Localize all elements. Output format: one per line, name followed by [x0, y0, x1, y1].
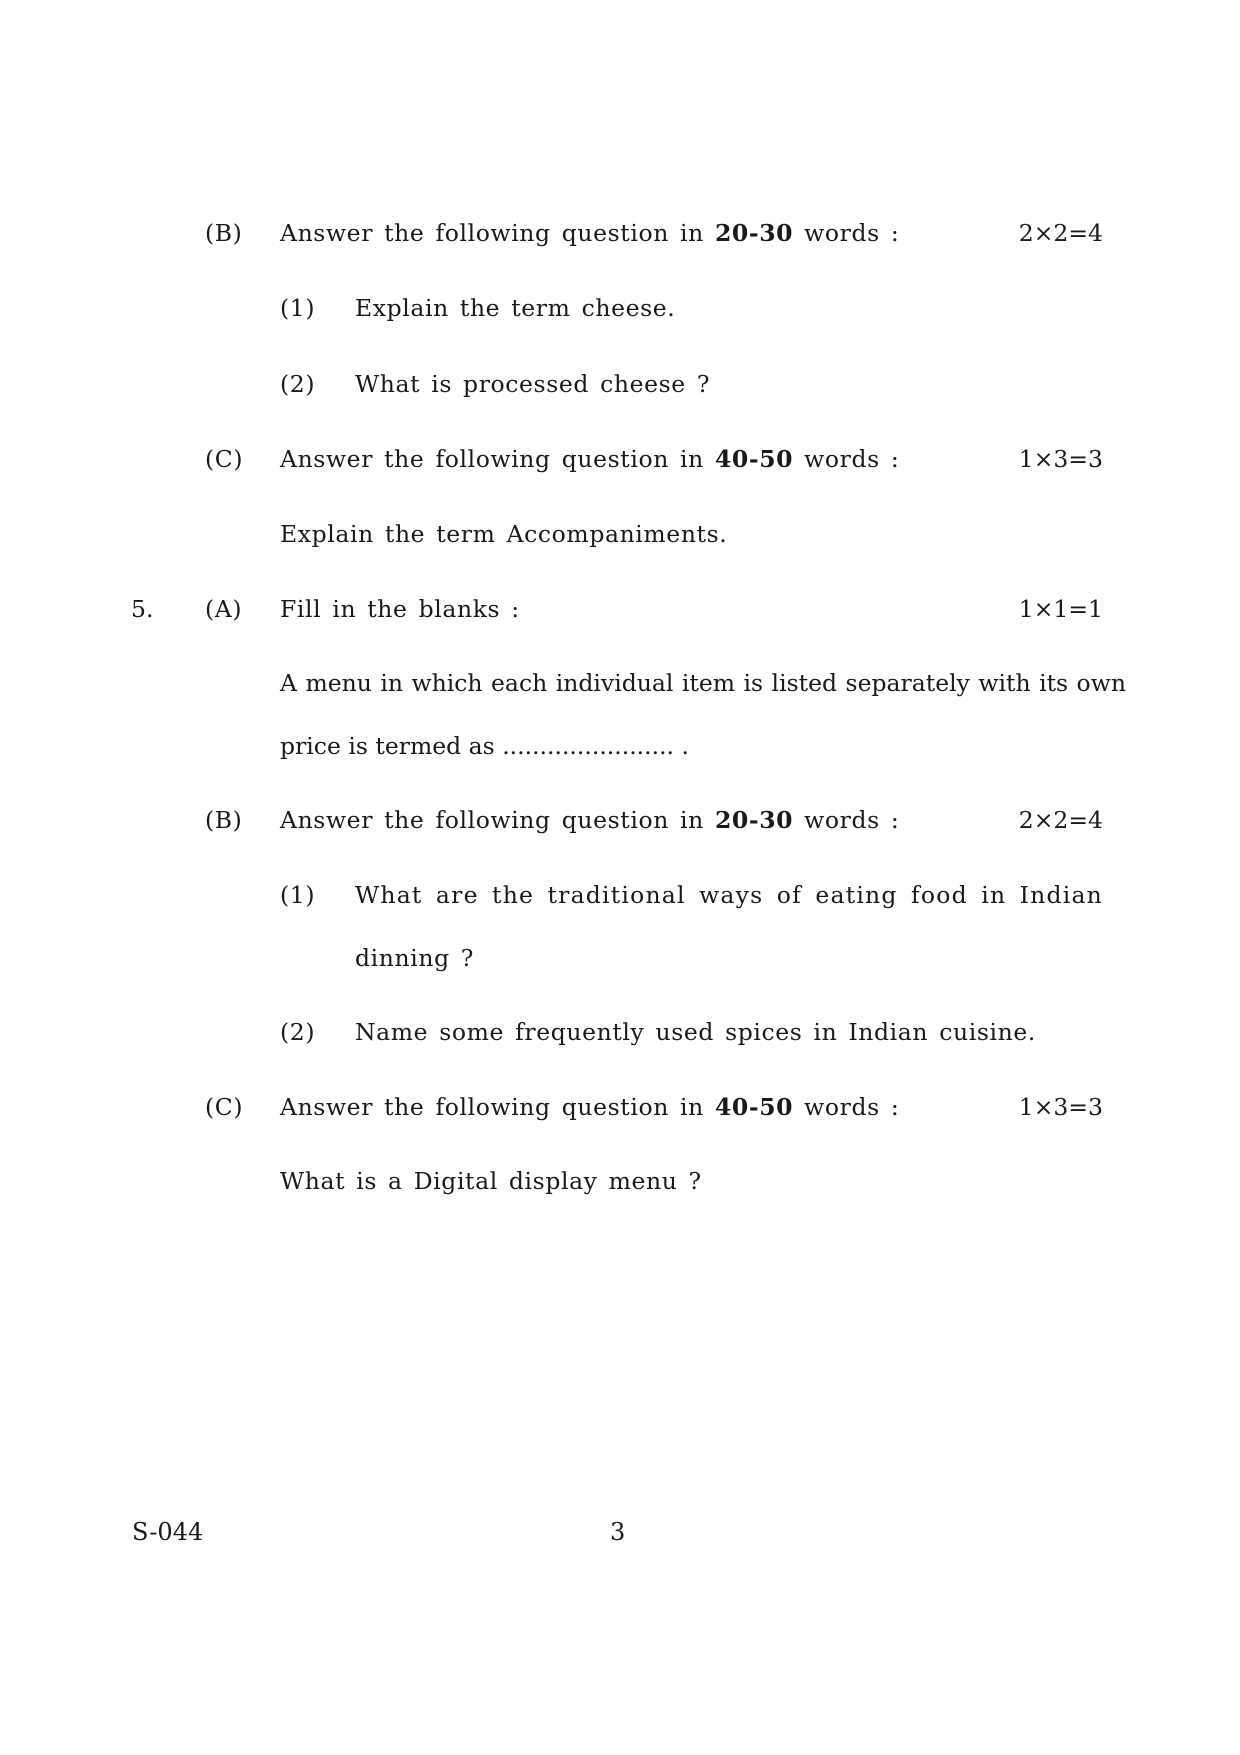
q4-b-word-range: 20-30	[714, 219, 794, 247]
q4-c-instruction: Answer the following question in 40-50 words :	[280, 445, 900, 473]
q4-c-word-range: 40-50	[714, 445, 794, 473]
q5-b-item-2-text: Name some frequently used spices in Indian cuisine.	[355, 1018, 1036, 1046]
q4-c-marks: 1×3=3	[1018, 445, 1103, 473]
q5-a-instruction: Fill in the blanks :	[280, 595, 520, 623]
q4-b-instruction: Answer the following question in 20-30 words :	[280, 219, 900, 247]
q4-b-item-2-num: (2)	[280, 370, 316, 398]
q4-b-item-1-text: Explain the term cheese.	[355, 294, 676, 322]
q5-c-label: (C)	[205, 1093, 244, 1121]
q5-c-instruction: Answer the following question in 40-50 words :	[280, 1093, 900, 1121]
q5-b-label: (B)	[205, 806, 243, 834]
q5-b-item-1-line-2: dinning ?	[355, 944, 474, 972]
paper-code: S-044	[132, 1518, 204, 1546]
q5-c-question: What is a Digital display menu ?	[280, 1167, 702, 1195]
q5-c-word-range: 40-50	[714, 1093, 794, 1121]
q4-b-item-1-num: (1)	[280, 294, 316, 322]
q5-a-question-line-1: A menu in which each individual item is listed separately with its own	[280, 669, 1126, 697]
q5-b-item-2-num: (2)	[280, 1018, 316, 1046]
q5-a-question-line-2: price is termed as ....................... .	[280, 732, 689, 760]
q5-b-word-range: 20-30	[714, 806, 794, 834]
q5-b-item-1-line-1: What are the traditional ways of eating food in Indian	[355, 881, 1103, 909]
page-number: 3	[610, 1518, 626, 1546]
q5-b-item-1-num: (1)	[280, 881, 316, 909]
q5-number: 5.	[131, 595, 154, 623]
q5-a-label: (A)	[205, 595, 243, 623]
q5-b-instruction: Answer the following question in 20-30 words :	[280, 806, 900, 834]
q5-b-marks: 2×2=4	[1018, 806, 1103, 834]
q4-c-label: (C)	[205, 445, 244, 473]
q4-b-marks: 2×2=4	[1018, 219, 1103, 247]
q5-a-marks: 1×1=1	[1018, 595, 1103, 623]
q4-b-item-2-text: What is processed cheese ?	[355, 370, 711, 398]
q4-b-label: (B)	[205, 219, 243, 247]
q4-c-question: Explain the term Accompaniments.	[280, 520, 728, 548]
q5-c-marks: 1×3=3	[1018, 1093, 1103, 1121]
